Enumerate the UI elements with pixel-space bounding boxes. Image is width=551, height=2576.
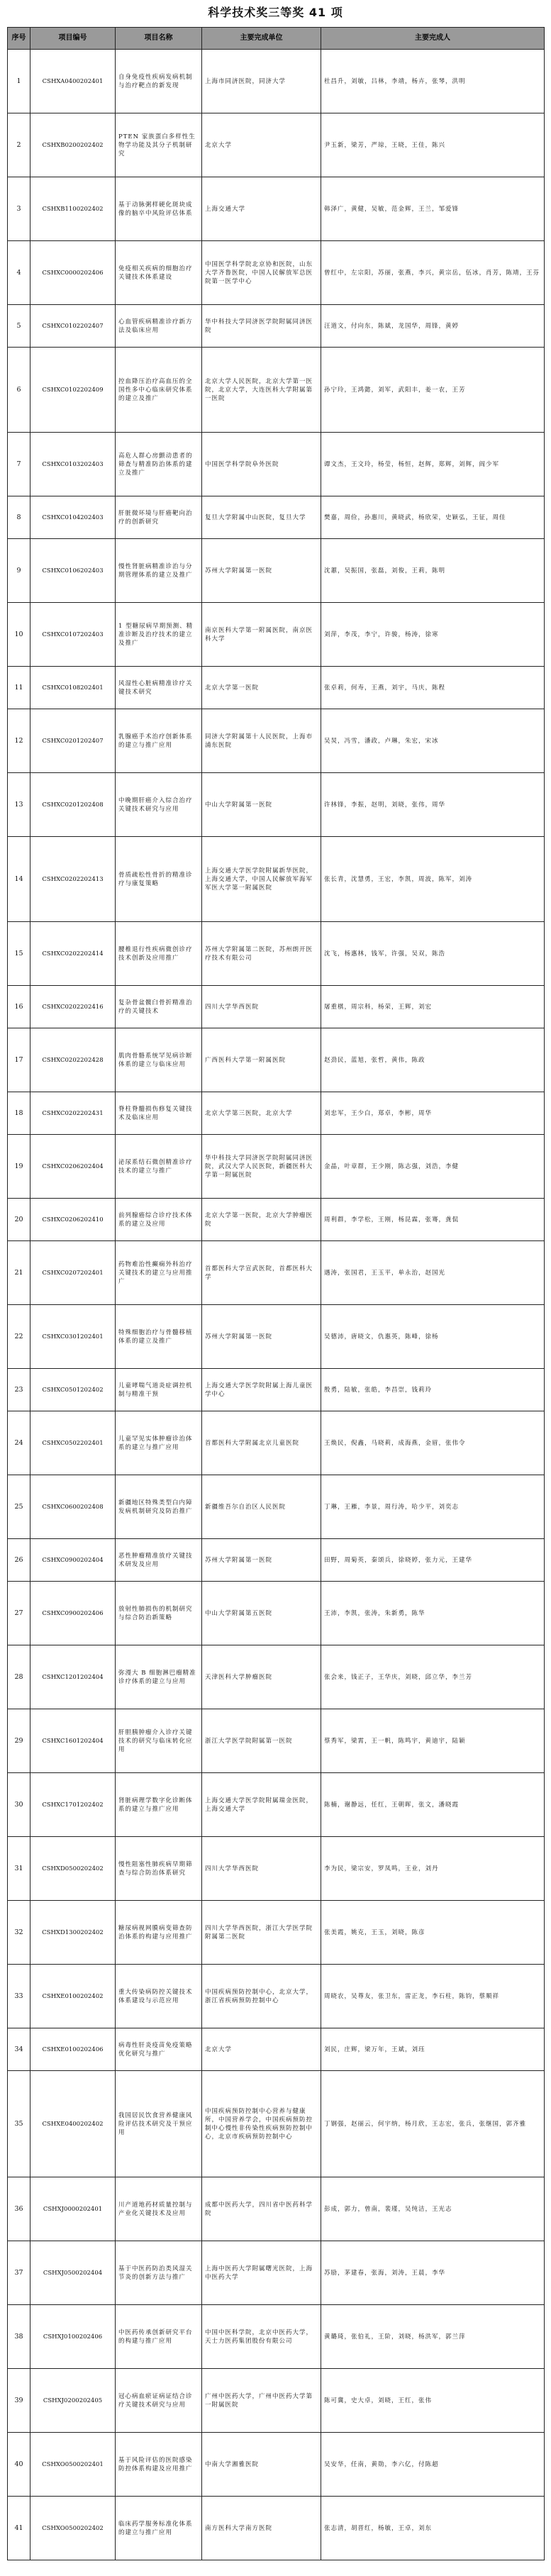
table-row xyxy=(8,305,545,348)
cell-code: CSHXC0102202407 xyxy=(30,305,116,348)
cell-unit: 成都中医药大学，四川省中医药科学院 xyxy=(202,2177,321,2241)
cell-code: CSHXE0100202402 xyxy=(30,1965,116,2028)
table-body xyxy=(8,50,545,2560)
cell-unit: 首都医科大学附属北京儿童医院 xyxy=(202,1411,321,1475)
header-name: 项目名称 xyxy=(116,28,202,50)
cell-code: CSHXC0202202416 xyxy=(30,986,116,1028)
cell-unit: 中山大学附属第五医院 xyxy=(202,1582,321,1645)
cell-name: 儿童哮喘气道炎症调控机制与精准干预 xyxy=(116,1369,202,1411)
cell-no: 41 xyxy=(8,2497,30,2560)
cell-name: 糖尿病视网膜病变筛查防治体系的构建与应用推广 xyxy=(116,1901,202,1965)
cell-code: CSHXB0200202402 xyxy=(30,113,116,177)
cell-name: 基于动脉粥样硬化斑块成像的脑卒中风险评估体系 xyxy=(116,177,202,241)
cell-no: 29 xyxy=(8,1709,30,1773)
cell-people: 许林锋，李振，赵明，刘晓，张伟，周华 xyxy=(321,773,545,837)
cell-name: 恶性肿瘤精准放疗关键技术研发及应用 xyxy=(116,1539,202,1582)
table-row xyxy=(8,2177,545,2241)
cell-name: 中医药传承创新研究平台的构建与推广应用 xyxy=(116,2305,202,2369)
table-row xyxy=(8,1241,545,1305)
cell-people: 田野，周菊英，秦颂兵，徐晓婷，张力元，王建华 xyxy=(321,1539,545,1582)
cell-name: 肝脏微环境与肝癌靶向治疗的创新研究 xyxy=(116,496,202,539)
header-no: 序号 xyxy=(8,28,30,50)
cell-people: 金晶，叶章群，王少刚，陈志强，刘浩，李健 xyxy=(321,1135,545,1199)
cell-name: 心血管疾病精准诊疗新方法及临床应用 xyxy=(116,305,202,348)
cell-no: 40 xyxy=(8,2433,30,2497)
cell-code: CSHXA0400202401 xyxy=(30,50,116,113)
cell-code: CSHXC0900202404 xyxy=(30,1539,116,1582)
table-row xyxy=(8,922,545,986)
table-row xyxy=(8,50,545,113)
cell-no: 31 xyxy=(8,1837,30,1901)
cell-no: 25 xyxy=(8,1475,30,1539)
awards-table xyxy=(7,27,545,2560)
table-row xyxy=(8,1582,545,1645)
cell-unit: 上海交通大学 xyxy=(202,177,321,241)
cell-name: 泌尿系结石微创精准诊疗技术的建立与推广 xyxy=(116,1135,202,1199)
table-row xyxy=(8,1199,545,1241)
cell-no: 8 xyxy=(8,496,30,539)
cell-unit: 复旦大学附属中山医院，复旦大学 xyxy=(202,496,321,539)
cell-people: 彭成，郭力，曾南，裴瑾，吴纯洁，王光志 xyxy=(321,2177,545,2241)
cell-name: 重大传染病防控关键技术体系建设与示范应用 xyxy=(116,1965,202,2028)
cell-name: PTEN 家族蛋白多样性生物学功能及其分子机制研究 xyxy=(116,113,202,177)
cell-unit: 浙江大学医学院附属第一医院 xyxy=(202,1709,321,1773)
cell-code: CSHXE0100202406 xyxy=(30,2028,116,2071)
cell-unit: 北京大学第三医院，北京大学 xyxy=(202,1092,321,1135)
cell-unit: 北京大学人民医院，北京大学第一医院，北京大学，大连医科大学附属第一医院 xyxy=(202,348,321,433)
cell-unit: 上海中医药大学附属曙光医院，上海中医药大学 xyxy=(202,2241,321,2305)
table-row xyxy=(8,1092,545,1135)
cell-unit: 华中科技大学同济医学院附属同济医院 xyxy=(202,305,321,348)
cell-code: CSHXO0500202402 xyxy=(30,2497,116,2560)
table-row xyxy=(8,539,545,603)
cell-people: 李为民，梁宗安，罗凤鸣，王业，刘丹 xyxy=(321,1837,545,1901)
cell-code: CSHXC0201202408 xyxy=(30,773,116,837)
cell-no: 38 xyxy=(8,2305,30,2369)
cell-code: CSHXC0501202402 xyxy=(30,1369,116,1411)
cell-unit: 中国中医科学院，北京中医药大学，天士力医药集团股份有限公司 xyxy=(202,2305,321,2369)
cell-code: CSHXC0106202403 xyxy=(30,539,116,603)
cell-no: 36 xyxy=(8,2177,30,2241)
cell-name: 骨质疏松性骨折的精准诊疗与康复策略 xyxy=(116,837,202,922)
cell-code: CSHXC0301202401 xyxy=(30,1305,116,1369)
cell-people: 樊嘉，周俭，孙惠川，黄晓武，杨欣荣，史颖弘，王征，周佳 xyxy=(321,496,545,539)
table-row xyxy=(8,1901,545,1965)
table-row xyxy=(8,2241,545,2305)
cell-people: 吴炅，冯雪，潘政，卢琳，朱宏，宋冰 xyxy=(321,709,545,773)
cell-no: 17 xyxy=(8,1028,30,1092)
cell-people: 苏励，茅建春，张海，刘涛，王晨，李华 xyxy=(321,2241,545,2305)
cell-no: 35 xyxy=(8,2071,30,2177)
cell-people: 沈蕙，吴振国，张磊，刘俊，王莉，陈明 xyxy=(321,539,545,603)
cell-unit: 苏州大学附属第一医院 xyxy=(202,1305,321,1369)
cell-name: 前列腺癌综合诊疗技术体系的建立及应用 xyxy=(116,1199,202,1241)
cell-code: CSHXC1701202402 xyxy=(30,1773,116,1837)
cell-name: 自身免疫性疾病发病机制与治疗靶点的新发现 xyxy=(116,50,202,113)
table-row xyxy=(8,2433,545,2497)
cell-code: CSHXC1201202404 xyxy=(30,1645,116,1709)
cell-people: 蔡秀军，梁霄，王一帆，陈鸣宇，黄迪宇，陆颖 xyxy=(321,1709,545,1773)
cell-people: 周晓农，吴尊友，张卫东，雷正龙，李石柱，陈钧，蔡顺祥 xyxy=(321,1965,545,2028)
cell-no: 37 xyxy=(8,2241,30,2305)
cell-code: CSHXC0103202403 xyxy=(30,433,116,496)
cell-unit: 上海交通大学医学院附属上海儿童医学中心 xyxy=(202,1369,321,1411)
cell-people: 刘民，庄辉，梁万年，王斌，刘珏 xyxy=(321,2028,545,2071)
cell-name: 脊柱脊髓损伤修复关键技术及临床应用 xyxy=(116,1092,202,1135)
cell-people: 赵劲民，蓝旭，张哲，黄伟，陈政 xyxy=(321,1028,545,1092)
cell-name: 临床药学服务标准化体系的建立与推广应用 xyxy=(116,2497,202,2560)
cell-code: CSHXC0107202403 xyxy=(30,603,116,667)
cell-people: 王沛，李凯，张涛，朱新勇，陈华 xyxy=(321,1582,545,1645)
cell-name: 肾脏病理学数字化诊断体系的建立与推广应用 xyxy=(116,1773,202,1837)
cell-no: 2 xyxy=(8,113,30,177)
cell-unit: 苏州大学附属第一医院 xyxy=(202,539,321,603)
cell-name: 基于风险评估的医院感染防控体系构建及应用推广 xyxy=(116,2433,202,2497)
cell-people: 张志清，胡晋红，杨敏，王卓，刘东 xyxy=(321,2497,545,2560)
cell-people: 黄璐琦，张伯礼，王阶，刘晓，杨洪军，郭兰萍 xyxy=(321,2305,545,2369)
cell-code: CSHXD1300202402 xyxy=(30,1901,116,1965)
cell-people: 尹玉新，梁芳，严琼，王晓，王佳，陈兴 xyxy=(321,113,545,177)
cell-no: 13 xyxy=(8,773,30,837)
cell-people: 王焕民，倪鑫，马晓莉，成海燕，金眉，张伟令 xyxy=(321,1411,545,1475)
table-row xyxy=(8,2071,545,2177)
cell-name: 基于中医药防治类风湿关节炎的创新方法与推广 xyxy=(116,2241,202,2305)
cell-name: 药物难治性癫痫外科治疗关键技术的建立与应用推广 xyxy=(116,1241,202,1305)
table-row xyxy=(8,2305,545,2369)
cell-no: 3 xyxy=(8,177,30,241)
cell-people: 孙宁玲，王鸿懿，刘军，武阳丰，姜一农，王芳 xyxy=(321,348,545,433)
cell-code: CSHXC0102202409 xyxy=(30,348,116,433)
cell-unit: 苏州大学附属第二医院，苏州朗开医疗技术有限公司 xyxy=(202,922,321,986)
table-row xyxy=(8,1709,545,1773)
cell-unit: 首都医科大学宣武医院，首都医科大学 xyxy=(202,1241,321,1305)
cell-no: 16 xyxy=(8,986,30,1028)
cell-name: 新疆地区特殊类型白内障发病机制研究及防治推广 xyxy=(116,1475,202,1539)
table-row xyxy=(8,1773,545,1837)
cell-people: 张美霞，姚克，王玉，刘晓，陈彦 xyxy=(321,1901,545,1965)
cell-code: CSHXO0500202401 xyxy=(30,2433,116,2497)
cell-no: 1 xyxy=(8,50,30,113)
table-row xyxy=(8,1028,545,1092)
cell-people: 刘萍，李茂，李宁，许骏，杨涛，徐寒 xyxy=(321,603,545,667)
cell-code: CSHXC1601202404 xyxy=(30,1709,116,1773)
cell-name: 肌肉骨骼系统罕见病诊断体系的建立与临床应用 xyxy=(116,1028,202,1092)
cell-code: CSHXD0500202402 xyxy=(30,1837,116,1901)
cell-code: CSHXC0207202401 xyxy=(30,1241,116,1305)
cell-no: 20 xyxy=(8,1199,30,1241)
cell-people: 张会来，钱正子，王华庆，刘晓，邱立华，李兰芳 xyxy=(321,1645,545,1709)
cell-unit: 中国疾病预防控制中心，北京大学，浙江省疾病预防控制中心 xyxy=(202,1965,321,2028)
cell-unit: 广西医科大学第一附属医院 xyxy=(202,1028,321,1092)
cell-no: 39 xyxy=(8,2369,30,2433)
cell-no: 30 xyxy=(8,1773,30,1837)
table-row xyxy=(8,1645,545,1709)
cell-no: 4 xyxy=(8,241,30,305)
cell-code: CSHXC0600202408 xyxy=(30,1475,116,1539)
cell-name: 川产道地药材质量控制与产业化关键技术及应用 xyxy=(116,2177,202,2241)
cell-code: CSHXC0202202431 xyxy=(30,1092,116,1135)
cell-name: 弥漫大 B 细胞淋巴瘤精准诊疗体系的建立与应用 xyxy=(116,1645,202,1709)
cell-code: CSHXE0400202402 xyxy=(30,2071,116,2177)
table-row xyxy=(8,603,545,667)
cell-code: CSHXB1100202402 xyxy=(30,177,116,241)
cell-name: 风湿性心脏病精准诊疗关键技术研究 xyxy=(116,667,202,709)
cell-unit: 北京大学第一医院 xyxy=(202,667,321,709)
cell-people: 丁琳，王雁，李景，周行涛，哈少平，刘奕志 xyxy=(321,1475,545,1539)
cell-unit: 四川大学华西医院 xyxy=(202,1837,321,1901)
cell-people: 杜昌升，刘敏，吕林，李靖，杨卉，张琴，洪明 xyxy=(321,50,545,113)
cell-name: 肝胆胰肿瘤介入诊疗关键技术的研究与临床转化应用 xyxy=(116,1709,202,1773)
table-row xyxy=(8,241,545,305)
cell-no: 15 xyxy=(8,922,30,986)
cell-no: 10 xyxy=(8,603,30,667)
cell-name: 1 型糖尿病早期预测、精准诊断及治疗技术的建立及推广 xyxy=(116,603,202,667)
cell-people: 陈楠，谢静远，任红，王朝晖，张文，潘晓霞 xyxy=(321,1773,545,1837)
cell-name: 中晚期肝癌介入综合治疗关键技术研究与应用 xyxy=(116,773,202,837)
cell-no: 32 xyxy=(8,1901,30,1965)
cell-people: 沈飞，杨惠林，钱军，许强，吴双，陈浩 xyxy=(321,922,545,986)
cell-name: 慢性肾脏病精准诊治与分期管理体系的建立及推广 xyxy=(116,539,202,603)
cell-unit: 广州中医药大学，广州中医药大学第一附属医院 xyxy=(202,2369,321,2433)
cell-unit: 四川大学华西医院 xyxy=(202,986,321,1028)
cell-people: 丁钢强，赵丽云，何宇纳，杨月欣，王志宏，张兵，张继国，郭齐雅 xyxy=(321,2071,545,2177)
cell-unit: 新疆维吾尔自治区人民医院 xyxy=(202,1475,321,1539)
cell-name: 慢性阻塞性肺疾病早期筛查与综合防治体系研究 xyxy=(116,1837,202,1901)
cell-code: CSHXC0900202406 xyxy=(30,1582,116,1645)
cell-people: 张卓莉，何寿，王燕，刘宇，马庆，陈程 xyxy=(321,667,545,709)
cell-code: CSHXJ0500202404 xyxy=(30,2241,116,2305)
cell-unit: 北京大学 xyxy=(202,113,321,177)
cell-no: 11 xyxy=(8,667,30,709)
cell-no: 5 xyxy=(8,305,30,348)
cell-people: 刘忠军，王少白，郑卓，李彬，周华 xyxy=(321,1092,545,1135)
cell-no: 33 xyxy=(8,1965,30,2028)
cell-unit: 上海交通大学医学院附属新华医院，上海交通大学，中国人民解放军海军军医大学第一附属医院 xyxy=(202,837,321,922)
table-row xyxy=(8,1475,545,1539)
table-row xyxy=(8,986,545,1028)
table-row xyxy=(8,667,545,709)
cell-code: CSHXJ0200202405 xyxy=(30,2369,116,2433)
cell-people: 陈可冀，史大卓，刘晓，王红，张伟 xyxy=(321,2369,545,2433)
cell-no: 19 xyxy=(8,1135,30,1199)
cell-no: 34 xyxy=(8,2028,30,2071)
cell-name: 特殊细胞治疗与骨髓移植体系的建立及推广 xyxy=(116,1305,202,1369)
cell-unit: 上海交通大学医学院附属瑞金医院，上海交通大学 xyxy=(202,1773,321,1837)
cell-name: 控血降压治疗高血压的全国性多中心临床研究体系的建立及推广 xyxy=(116,348,202,433)
table-row xyxy=(8,2369,545,2433)
cell-no: 28 xyxy=(8,1645,30,1709)
cell-no: 23 xyxy=(8,1369,30,1411)
cell-code: CSHXC0206202404 xyxy=(30,1135,116,1199)
table-row xyxy=(8,2497,545,2560)
cell-people: 吴德沛，唐晓文，仇惠英，陈峰，徐杨 xyxy=(321,1305,545,1369)
cell-no: 12 xyxy=(8,709,30,773)
cell-code: CSHXC0202202413 xyxy=(30,837,116,922)
cell-people: 吴安华，任南，黄勋，李六亿，付陈超 xyxy=(321,2433,545,2497)
table-row xyxy=(8,2028,545,2071)
table-row xyxy=(8,1135,545,1199)
cell-no: 22 xyxy=(8,1305,30,1369)
cell-unit: 华中科技大学同济医学院附属同济医院，武汉大学人民医院，新疆医科大学第一附属医院 xyxy=(202,1135,321,1199)
cell-unit: 中国医学科学院北京协和医院，山东大学齐鲁医院，中国人民解放军总医院第一医学中心 xyxy=(202,241,321,305)
cell-name: 我国居民饮食营养健康风险评估技术研究及干预应用 xyxy=(116,2071,202,2177)
cell-code: CSHXC0000202406 xyxy=(30,241,116,305)
cell-unit: 南方医科大学南方医院 xyxy=(202,2497,321,2560)
cell-name: 冠心病血瘀证病证结合诊疗关键技术研究与应用 xyxy=(116,2369,202,2433)
table-row xyxy=(8,348,545,433)
cell-no: 7 xyxy=(8,433,30,496)
cell-unit: 上海市同济医院，同济大学 xyxy=(202,50,321,113)
table-row xyxy=(8,1539,545,1582)
cell-name: 放射性肺损伤的机制研究与综合防治新策略 xyxy=(116,1582,202,1645)
table-row xyxy=(8,1305,545,1369)
table-row xyxy=(8,113,545,177)
table-row xyxy=(8,1965,545,2028)
cell-name: 免疫相关疾病的细胞治疗关键技术体系建设 xyxy=(116,241,202,305)
cell-code: CSHXC0201202407 xyxy=(30,709,116,773)
cell-code: CSHXJ0000202401 xyxy=(30,2177,116,2241)
table-row xyxy=(8,496,545,539)
cell-people: 曾红中，左宗阳，苏丽，张燕，李兴，黄宗岳，伍冰，肖芳，陈靖，王芬 xyxy=(321,241,545,305)
cell-unit: 北京大学 xyxy=(202,2028,321,2071)
cell-unit: 中南大学湘雅医院 xyxy=(202,2433,321,2497)
cell-no: 14 xyxy=(8,837,30,922)
cell-code: CSHXC0206202410 xyxy=(30,1199,116,1241)
header-people: 主要完成人 xyxy=(321,28,545,50)
cell-people: 殷勇，陆敏，张皓，李昌崇，钱莉玲 xyxy=(321,1369,545,1411)
cell-no: 26 xyxy=(8,1539,30,1582)
cell-code: CSHXC0502202401 xyxy=(30,1411,116,1475)
cell-no: 9 xyxy=(8,539,30,603)
cell-name: 高危人群心房颤动患者的筛查与精准防治体系的建立及推广 xyxy=(116,433,202,496)
cell-unit: 中山大学附属第一医院 xyxy=(202,773,321,837)
cell-code: CSHXJ0100202406 xyxy=(30,2305,116,2369)
cell-people: 屠重棋，周宗科，杨荣，王辉，刘宏 xyxy=(321,986,545,1028)
cell-people: 谭文杰，王文玲，杨莹，杨恒，赵辉，郑辉，刘辉，阎少军 xyxy=(321,433,545,496)
cell-people: 周利群，李学松，王刚，杨昆霖，张骞，龚侃 xyxy=(321,1199,545,1241)
cell-code: CSHXC0202202428 xyxy=(30,1028,116,1092)
cell-name: 乳腺癌手术治疗创新体系的建立与推广应用 xyxy=(116,709,202,773)
table-row xyxy=(8,1837,545,1901)
cell-no: 27 xyxy=(8,1582,30,1645)
table-row xyxy=(8,1411,545,1475)
cell-unit: 北京大学第一医院，北京大学肿瘤医院 xyxy=(202,1199,321,1241)
table-header-row xyxy=(8,28,545,50)
cell-unit: 天津医科大学肿瘤医院 xyxy=(202,1645,321,1709)
table-row xyxy=(8,1369,545,1411)
cell-name: 腰椎退行性疾病微创诊疗技术创新及应用推广 xyxy=(116,922,202,986)
cell-name: 儿童罕见实体肿瘤诊治体系的建立与推广应用 xyxy=(116,1411,202,1475)
cell-code: CSHXC0108202401 xyxy=(30,667,116,709)
cell-people: 汪道文，付向东，陈斌，龙国华，周锋，黄婷 xyxy=(321,305,545,348)
table-row xyxy=(8,433,545,496)
cell-people: 韩泽广，黄健，吴敏，范金辉，王兰，邹爱锋 xyxy=(321,177,545,241)
cell-unit: 四川大学华西医院，浙江大学医学院附属第二医院 xyxy=(202,1901,321,1965)
cell-no: 6 xyxy=(8,348,30,433)
cell-unit: 中国疾病预防控制中心营养与健康所，中国营养学会，中国疾病预防控制中心慢性非传染性疾病预防控制中心，北京市疾病预防控制中心 xyxy=(202,2071,321,2177)
cell-unit: 苏州大学附属第一医院 xyxy=(202,1539,321,1582)
cell-no: 24 xyxy=(8,1411,30,1475)
header-code: 项目编号 xyxy=(30,28,116,50)
table-row xyxy=(8,773,545,837)
table-row xyxy=(8,177,545,241)
header-unit: 主要完成单位 xyxy=(202,28,321,50)
table-row xyxy=(8,709,545,773)
cell-name: 复杂骨盆髋臼骨折精准治疗的关键技术 xyxy=(116,986,202,1028)
cell-code: CSHXC0202202414 xyxy=(30,922,116,986)
cell-unit: 中国医学科学院阜外医院 xyxy=(202,433,321,496)
cell-no: 21 xyxy=(8,1241,30,1305)
cell-people: 遇涛，张国君，王玉平，单永治，赵国光 xyxy=(321,1241,545,1305)
cell-name: 病毒性肝炎疫苗免疫策略优化研究与推广 xyxy=(116,2028,202,2071)
cell-unit: 南京医科大学第一附属医院，南京医科大学 xyxy=(202,603,321,667)
cell-people: 张长青，沈慧勇，王宏，李凯，周波，陈军，刘涛 xyxy=(321,837,545,922)
table-row xyxy=(8,837,545,922)
cell-unit: 同济大学附属第十人民医院，上海市浦东医院 xyxy=(202,709,321,773)
cell-code: CSHXC0104202403 xyxy=(30,496,116,539)
page-title: 科学技术奖三等奖 41 项 xyxy=(208,6,343,19)
cell-no: 18 xyxy=(8,1092,30,1135)
